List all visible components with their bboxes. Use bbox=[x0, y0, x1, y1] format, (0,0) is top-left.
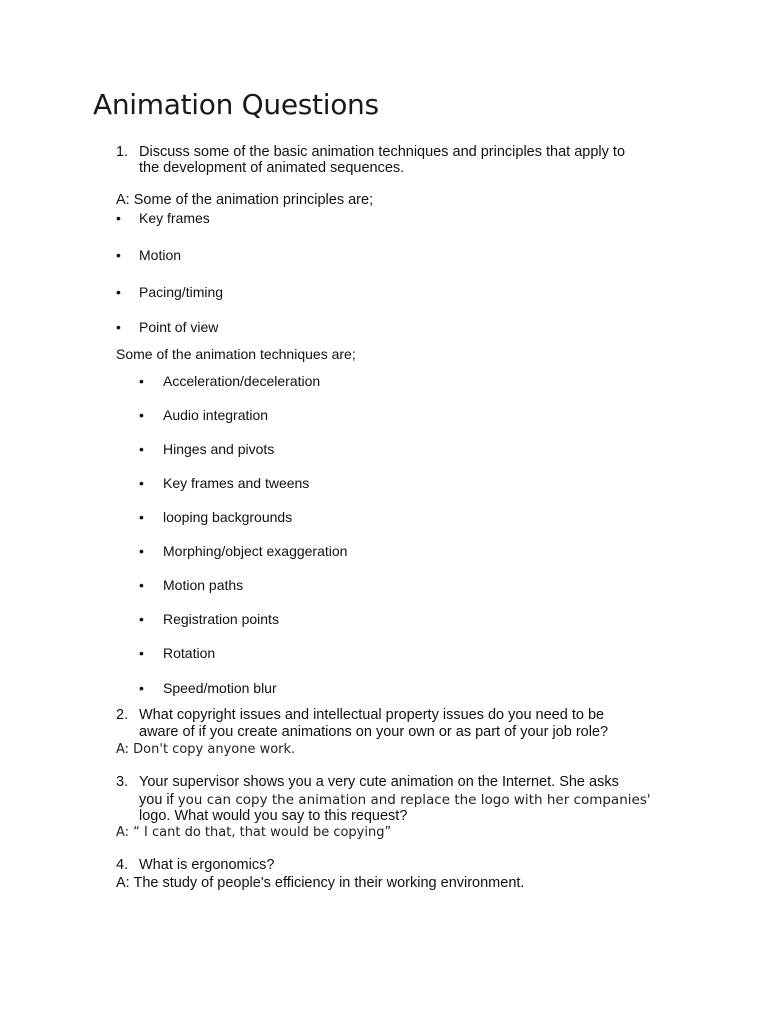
question-2-line-1: What copyright issues and intellectual property issues do you need to be bbox=[139, 707, 605, 723]
bullet-icon: • bbox=[139, 611, 144, 627]
technique-item: Rotation bbox=[163, 645, 216, 661]
question-2-line-2: aware of if you create animations on your own or as part of your job role? bbox=[139, 724, 609, 740]
bullet-icon: • bbox=[139, 680, 144, 696]
bullet-icon: • bbox=[116, 210, 121, 226]
technique-item: Registration points bbox=[163, 611, 279, 627]
question-1-number: 1. bbox=[116, 144, 129, 160]
bullet-icon: • bbox=[139, 645, 144, 661]
question-4-line-1: What is ergonomics? bbox=[139, 857, 275, 873]
principle-item: Key frames bbox=[139, 210, 210, 226]
technique-item: Key frames and tweens bbox=[163, 475, 310, 491]
answer-3: A: “ I cant do that, that would be copying” bbox=[116, 825, 392, 840]
principle-item: Pacing/timing bbox=[139, 284, 224, 300]
question-3-line-2-rest: you can copy the animation and replace the logo with her companies' bbox=[177, 792, 651, 808]
technique-item: Hinges and pivots bbox=[163, 441, 275, 457]
techniques-intro: Some of the animation techniques are; bbox=[116, 346, 356, 362]
question-1-line-2: the development of animated sequences. bbox=[139, 160, 405, 176]
technique-item: Acceleration/deceleration bbox=[163, 373, 321, 389]
answer-2: A: Don't copy anyone work. bbox=[116, 742, 296, 757]
question-2-number: 2. bbox=[116, 707, 129, 723]
bullet-icon: • bbox=[139, 543, 144, 559]
technique-item: looping backgrounds bbox=[163, 509, 293, 525]
bullet-icon: • bbox=[139, 509, 144, 525]
principle-item: Point of view bbox=[139, 319, 219, 335]
bullet-icon: • bbox=[139, 475, 144, 491]
technique-item: Speed/motion blur bbox=[163, 680, 277, 696]
page-title: Animation Questions bbox=[93, 88, 379, 121]
technique-item: Morphing/object exaggeration bbox=[163, 543, 348, 559]
question-3-number: 3. bbox=[116, 774, 129, 790]
bullet-icon: • bbox=[139, 407, 144, 423]
technique-item: Audio integration bbox=[163, 407, 269, 423]
answer-4: A: The study of people's efficiency in their working environment. bbox=[116, 875, 525, 891]
bullet-icon: • bbox=[116, 247, 121, 263]
question-3-line-2 bbox=[139, 791, 651, 809]
question-3-line-1: Your supervisor shows you a very cute animation on the Internet. She asks bbox=[139, 774, 619, 790]
principle-item: Motion bbox=[139, 247, 182, 263]
question-3-line-2-start: you if bbox=[139, 792, 178, 808]
question-4-number: 4. bbox=[116, 857, 129, 873]
bullet-icon: • bbox=[116, 319, 121, 335]
technique-item: Motion paths bbox=[163, 577, 244, 593]
bullet-icon: • bbox=[139, 441, 144, 457]
question-3-line-3: logo. What would you say to this request? bbox=[139, 808, 408, 824]
bullet-icon: • bbox=[139, 577, 144, 593]
question-1-line-1: Discuss some of the basic animation techniques and principles that apply to bbox=[139, 144, 626, 160]
bullet-icon: • bbox=[116, 284, 121, 300]
bullet-icon: • bbox=[139, 373, 144, 389]
answer-1-intro: A: Some of the animation principles are; bbox=[116, 192, 374, 208]
